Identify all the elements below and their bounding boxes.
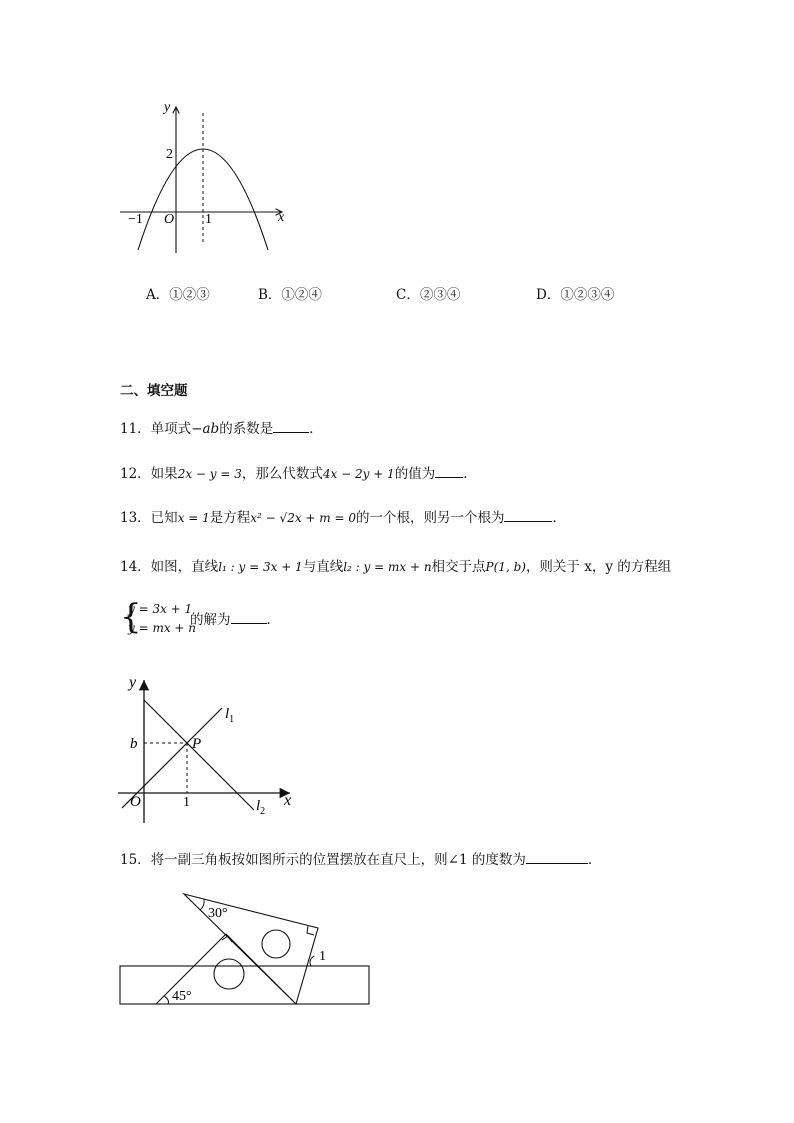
q14-mid2: 相交于点 [431,559,486,575]
q13-tail: 的一个根，则另一个根为 [355,510,505,526]
q14-l1: l₁ : y = 3x + 1 [218,560,303,574]
triangle-30 [184,894,318,1004]
q13-cond: x = 1 [177,511,210,525]
hole-1 [262,930,290,958]
q13-num: 13．已知 [120,510,178,526]
q15-answer-blank[interactable] [526,850,588,864]
q14-tail2: 的解为 ． [190,612,280,628]
q12-end: ． [463,466,477,482]
q14-num: 14．如图，直线 [120,559,219,575]
q14-answer-blank[interactable] [231,610,267,624]
option-d[interactable]: D．①②③④ [536,287,615,303]
question-11 [120,419,323,438]
question-15 [120,850,601,869]
origin-label: O [130,794,141,810]
x-tick-1: 1 [205,212,212,227]
l2-label: $l_2$ [256,798,266,817]
question-12 [120,464,477,483]
q11-tail: 的系数是 [219,421,274,437]
hole-2 [214,959,244,989]
angle-30-arc [200,899,204,910]
angle-1-label: 1 [319,949,326,964]
q13-mid: 是方程 [209,510,251,526]
q11-num: 11．单项式 [120,421,192,437]
origin-label: O [164,212,175,227]
angle-1-arc [310,956,314,966]
q14-point: P(1, b) [485,560,526,574]
option-b[interactable]: B．①②④ [258,287,322,303]
q12-num: 12．如果 [120,466,178,482]
angle-45-arc [164,996,169,1004]
ruler [120,966,369,1004]
q12-tail: 的值为 [394,466,436,482]
x-tick-neg1: −1 [128,212,143,227]
system-eq-2: y = mx + n [128,621,197,635]
x-tick-1: 1 [183,795,190,810]
question-14 [120,558,671,576]
y-axis-label: y [164,100,171,115]
right-angle-mark-2 [307,926,314,935]
q11-answer-blank[interactable] [273,419,309,433]
l1-label: $l_1$ [225,706,235,725]
lines-graph [112,668,302,828]
q12-expr: 4x − 2y + 1 [322,467,395,481]
option-c[interactable]: C．②③④ [396,287,461,303]
q11-end: ． [309,421,323,437]
angle-30-label: 30° [208,906,228,921]
angle-45-label: 45° [172,989,192,1004]
q12-mid: ，那么代数式 [241,466,323,482]
q12-answer-blank[interactable] [435,464,463,478]
option-a[interactable]: A．①②③ [146,287,210,303]
q13-expr: x² − √2x + m = 0 [250,511,356,525]
q13-answer-blank[interactable] [504,508,552,522]
system-brace: { [120,597,142,637]
q11-expr: −ab [191,421,220,437]
x-axis-label: x [284,792,292,809]
q15-end: ． [587,852,602,868]
y-tick-2: 2 [166,147,173,162]
p-label: P [192,736,202,752]
q14-tail: ，则关于 x，y 的方程组 [525,559,672,575]
question-13 [120,508,566,527]
triangle-ruler-figure [118,886,374,1008]
q14-l2: l₂ : y = mx + n [343,560,432,574]
section-title: 二、填空题 [120,383,188,399]
x-axis-label: x [278,210,285,225]
q12-cond: 2x − y = 3 [177,467,242,481]
system-eq-1: y = 3x + 1 [128,602,193,616]
parabola-graph [110,95,300,260]
q15-text: 15．将一副三角板按如图所示的位置摆放在直尺上，则∠1 的度数为 [120,852,526,868]
y-axis-label: y [129,674,137,691]
b-label: b [130,736,138,752]
q13-end: ． [552,510,566,526]
q14-mid: 与直线 [302,559,344,575]
